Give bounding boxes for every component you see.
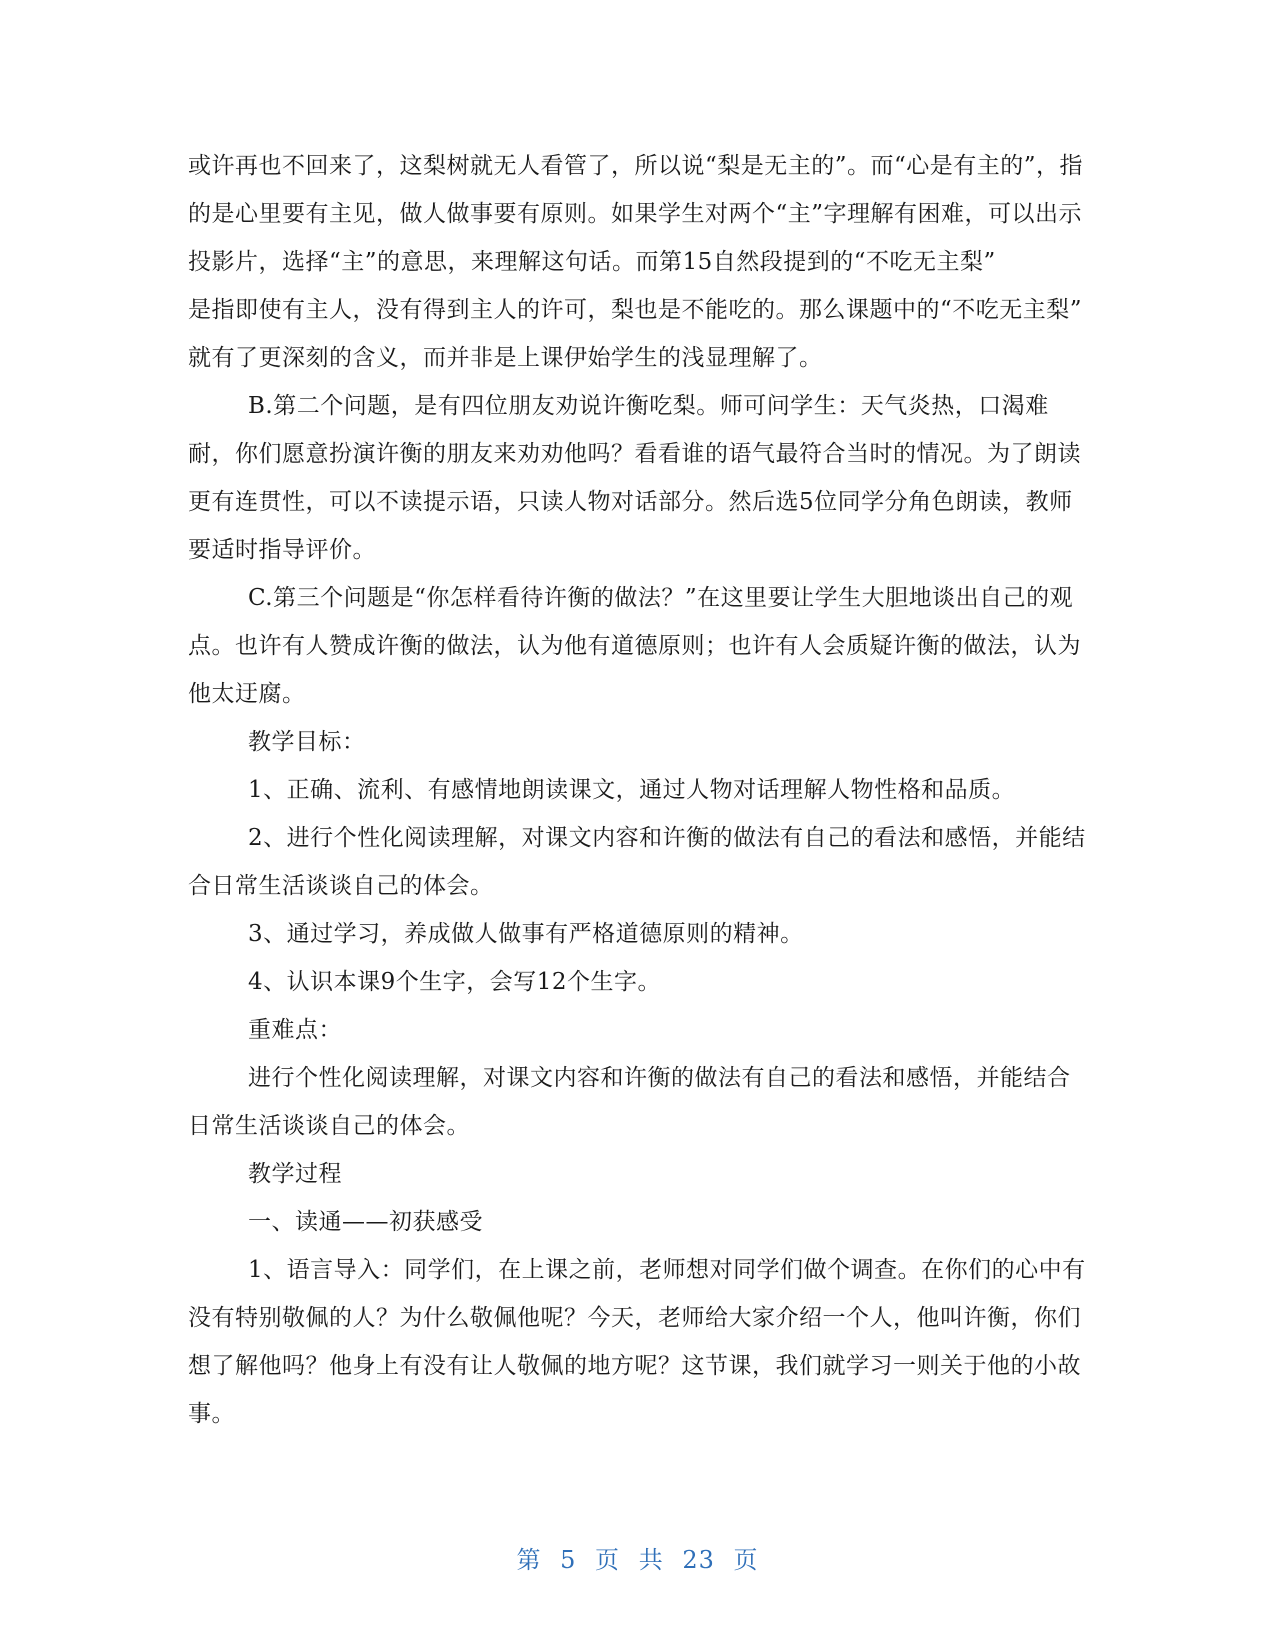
- section-heading: 一、读通——初获感受: [248, 1209, 483, 1235]
- list-item: 1、正确、流利、有感情地朗读课文，通过人物对话理解人物性格和品质。: [248, 777, 1016, 803]
- document-body: [188, 142, 1088, 1438]
- current-page-number: 5: [560, 1546, 577, 1574]
- section-heading: 教学过程: [248, 1161, 342, 1187]
- list-item: 3、通过学习，养成做人做事有严格道德原则的精神。: [248, 921, 804, 947]
- section-heading: 教学目标：: [248, 729, 366, 755]
- footer-label-gong: 共: [638, 1546, 664, 1574]
- paragraph: 1、语言导入：同学们，在上课之前，老师想对同学们做个调查。在你们的心中有没有特别敬佩的人？为什么敬佩他呢？今天，老师给大家介绍一个人，他叫许衡，你们想了解他吗？他身上有没有让人敬佩的地方呢？这节课，我们就学习一则关于他的小故事。: [188, 1257, 1086, 1427]
- page-footer: [0, 1540, 1275, 1575]
- paragraph: 或许再也不回来了，这梨树就无人看管了，所以说“梨是无主的”。而“心是有主的”，指的是心里要有主见，做人做事要有原则。如果学生对两个“主”字理解有困难，可以出示投影片，选择“主”的意思，来理解这句话。而第15自然段提到的“不吃无主梨”: [188, 153, 1084, 275]
- paragraph: B.第二个问题，是有四位朋友劝说许衡吃梨。师可问学生：天气炎热，口渴难耐，你们愿意扮演许衡的朋友来劝劝他吗？看看谁的语气最符合当时的情况。为了朗读更有连贯性，可以不读提示语，只读人物对话部分。然后选5位同学分角色朗读，教师要适时指导评价。: [188, 393, 1081, 563]
- section-heading: 重难点：: [248, 1017, 342, 1043]
- footer-label-di: 第: [516, 1546, 542, 1574]
- paragraph: 是指即使有主人，没有得到主人的许可，梨也是不能吃的。那么课题中的“不吃无主梨” 就有了更深刻的含义，而并非是上课伊始学生的浅显理解了。: [188, 297, 1083, 371]
- footer-label-ye: 页: [733, 1546, 759, 1574]
- list-item: 2、进行个性化阅读理解，对课文内容和许衡的做法有自己的看法和感悟，并能结合日常生活谈谈自己的体会。: [188, 825, 1086, 899]
- paragraph: C.第三个问题是“你怎样看待许衡的做法？”在这里要让学生大胆地谈出自己的观点。也许有人赞成许衡的做法，认为他有道德原则；也许有人会质疑许衡的做法，认为他太迂腐。: [188, 585, 1081, 707]
- paragraph: 进行个性化阅读理解，对课文内容和许衡的做法有自己的看法和感悟，并能结合日常生活谈谈自己的体会。: [188, 1065, 1071, 1139]
- total-page-count: 23: [682, 1546, 715, 1574]
- footer-label-ye: 页: [595, 1546, 621, 1574]
- list-item: 4、认识本课9个生字，会写12个生字。: [248, 969, 662, 995]
